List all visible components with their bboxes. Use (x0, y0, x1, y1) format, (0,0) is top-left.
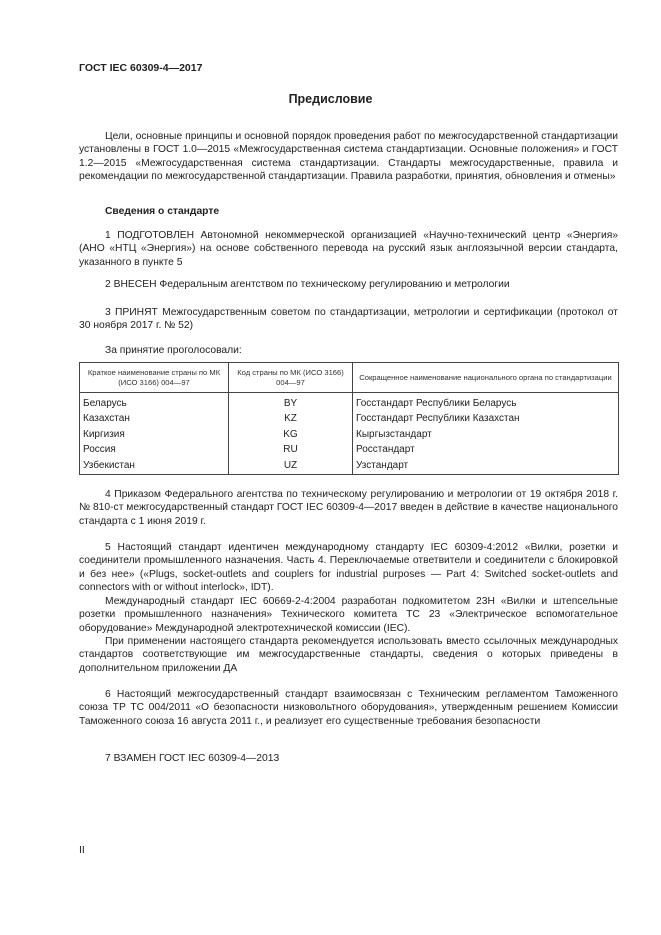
code-cell: UZ (229, 458, 353, 475)
body-cell: Узстандарт (353, 458, 619, 475)
intro-paragraph: Цели, основные принципы и основной порядок проведения работ по межгосударственной стандартизации установлены в ГОСТ 1.0—2015 «Межгосударственная система стандартизации. Основные положения» и ГОСТ 1.2—2015 «Межгосударственная система стандартизации. Стандарты межгосударственные, правила и рекомендации по межгосударственной стандартизации. Правила разработки, принятия, обновления и отмены» (79, 131, 618, 183)
body-cell: Госстандарт Республики Казахстан (353, 411, 619, 426)
country-cell: Казахстан (80, 411, 229, 426)
country-cell: Россия (80, 442, 229, 457)
item-2-paragraph: 2 ВНЕСЕН Федеральным агентством по техническому регулированию и метрологии (105, 279, 510, 290)
column-header-code: Код страны по МК (ИСО 3166) 004—97 (229, 363, 353, 393)
voted-label: За принятие проголосовали: (105, 345, 242, 356)
column-header-body: Сокращенное наименование национального органа по стандартизации (353, 363, 619, 393)
item-5-usage-paragraph: При применении настоящего стандарта рекомендуется использовать вместо ссылочных международных стандартов соответствующие им межгосударственные стандарты, сведения о которых приведены в дополнительном приложении ДА (79, 636, 618, 674)
code-cell: KZ (229, 411, 353, 426)
table-row (80, 458, 619, 475)
item-3-paragraph: 3 ПРИНЯТ Межгосударственным советом по стандартизации, метрологии и сертификации (протокол от 30 ноября 2017 г. № 52) (79, 307, 618, 332)
table-header-row (80, 363, 619, 393)
item-5-paragraph: 5 Настоящий стандарт идентичен международному стандарту IEC 60309-4:2012 «Вилки, розетки и соединители промышленного назначения. Часть 4. Переключаемые ответвители и соединители с блокировкой и без нее» («Plugs, socket-outlets and couplers for industrial purposes — Part 4: Switched socket-outlets and connectors with or without interlock», IDT). (79, 542, 618, 594)
body-cell: Кыргызстандарт (353, 427, 619, 442)
country-cell: Беларусь (80, 393, 229, 412)
country-cell: Киргизия (80, 427, 229, 442)
column-header-country: Краткое наименование страны по МК (ИСО 3166) 004—97 (80, 363, 229, 393)
info-heading: Сведения о стандарте (105, 206, 220, 217)
item-5-note-paragraph: Международный стандарт IEC 60669-2-4:2004 разработан подкомитетом 23H «Вилки и штепсельные розетки промышленного назначения» Технического комитета ТС 23 «Электрическое вспомогательное оборудование» Международной электротехнической комиссии (IEC). (79, 596, 618, 634)
code-cell: BY (229, 393, 353, 412)
table-row (80, 427, 619, 442)
code-cell: KG (229, 427, 353, 442)
table-row (80, 393, 619, 412)
item-4-paragraph: 4 Приказом Федерального агентства по техническому регулированию и метрологии от 19 октября 2018 г. № 810-ст межгосударственный стандарт ГОСТ IEC 60309-4—2017 введен в действие в качестве национального стандарта с 1 июня 2019 г. (79, 489, 618, 527)
table-row (80, 411, 619, 426)
body-cell: Росстандарт (353, 442, 619, 457)
document-header: ГОСТ IEC 60309-4—2017 (79, 62, 203, 74)
page-number: II (79, 844, 85, 856)
item-7-paragraph: 7 ВЗАМЕН ГОСТ IEC 60309-4—2013 (105, 753, 280, 764)
table-row (80, 442, 619, 457)
country-cell: Узбекистан (80, 458, 229, 475)
item-1-paragraph: 1 ПОДГОТОВЛЕН Автономной некоммерческой организацией «Научно-технический центр «Энергия» (АНО «НТЦ «Энергия») на основе собственного перевода на русский язык англоязычной версии стандарта, указанного в пункте 5 (79, 230, 618, 268)
item-6-paragraph: 6 Настоящий межгосударственный стандарт взаимосвязан с Техническим регламентом Таможенного союза ТР ТС 004/2011 «О безопасности низковольтного оборудования», утвержденным решением Комиссии Таможенного союза 16 августа 2011 г., и реализует его существенные требования безопасности (79, 689, 618, 727)
code-cell: RU (229, 442, 353, 457)
body-cell: Госстандарт Республики Беларусь (353, 393, 619, 412)
page-title: Предисловие (288, 92, 373, 106)
voting-table (79, 362, 619, 475)
